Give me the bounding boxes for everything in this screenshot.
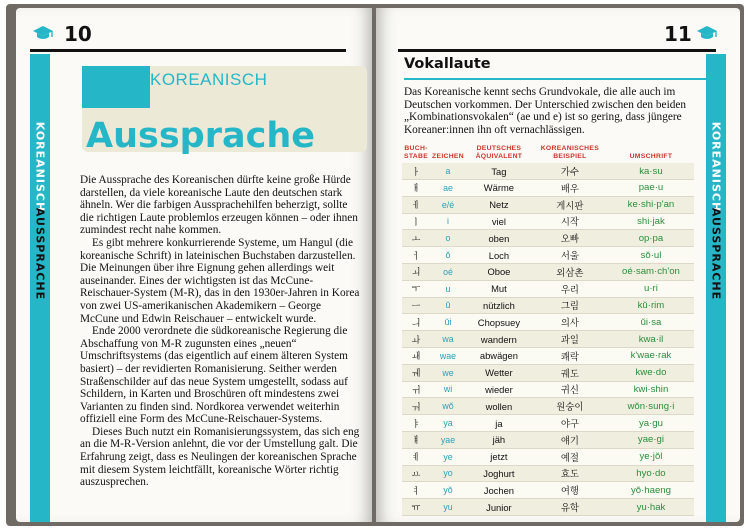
cell-german: viel bbox=[466, 213, 532, 230]
cell-romanization: kŭ·rim bbox=[608, 297, 694, 314]
cell-example: 과일 bbox=[532, 331, 608, 348]
cell-sign: wŏ bbox=[430, 398, 466, 415]
table-row bbox=[402, 465, 694, 482]
cell-german: Mut bbox=[466, 280, 532, 297]
sidebar-label-primary: KOREANISCH bbox=[709, 121, 723, 213]
header-rule bbox=[398, 49, 716, 52]
column-header-sign: ZEICHEN bbox=[432, 152, 464, 160]
cell-sign: i bbox=[430, 213, 466, 230]
cell-romanization: op·pa bbox=[608, 230, 694, 247]
right-page bbox=[376, 8, 740, 522]
column-header-letter: BUCH- STABE bbox=[404, 145, 429, 160]
cell-romanization: wŏn·sung·i bbox=[608, 398, 694, 415]
cell-example: 효도 bbox=[532, 465, 608, 482]
cell-letter: ㅙ bbox=[402, 347, 430, 364]
cell-romanization: ye·jŏl bbox=[608, 448, 694, 465]
cell-romanization: ke·shi·p'an bbox=[608, 196, 694, 213]
page-number: 11 bbox=[664, 22, 692, 46]
cell-german: jäh bbox=[466, 431, 532, 448]
column-header-romanization: UMSCHRIFT bbox=[629, 152, 673, 160]
header-rule bbox=[30, 49, 346, 52]
table-row bbox=[402, 263, 694, 280]
cell-example: 시작 bbox=[532, 213, 608, 230]
table-row bbox=[402, 448, 694, 465]
table-row bbox=[402, 431, 694, 448]
cell-sign: we bbox=[430, 364, 466, 381]
cell-letter: ㅣ bbox=[402, 213, 430, 230]
table-row bbox=[402, 280, 694, 297]
cell-letter: ㅛ bbox=[402, 465, 430, 482]
section-title: Vokallaute bbox=[404, 56, 491, 72]
cell-romanization: ya·gu bbox=[608, 415, 694, 432]
paragraph: Es gibt mehrere konkurrierende Systeme, um Hangul (die koreanische Schrift) in lateinischen Buchstaben darzustellen. Die Meinungen über ihre Eignung gehen allerdings weit auseinander. Eines der wichtigsten ist das McCune-Reischauer-System (M-R), das in den 1930er-Jahren in Korea von zwei US-amerikanischen Akademikern – George McCune und Edwin Reischauer – entwickelt wurde. bbox=[80, 236, 360, 325]
cell-romanization: yŏ·haeng bbox=[608, 482, 694, 499]
cell-example: 야구 bbox=[532, 415, 608, 432]
cell-sign: ya bbox=[430, 415, 466, 432]
column-header-example: KOREANISCHES BEISPIEL bbox=[540, 145, 600, 160]
cell-letter: ㅓ bbox=[402, 247, 430, 264]
table-row bbox=[402, 482, 694, 499]
cell-sign: wi bbox=[430, 381, 466, 398]
cell-example: 예절 bbox=[532, 448, 608, 465]
cell-example: 우리 bbox=[532, 280, 608, 297]
cell-letter: ㅑ bbox=[402, 415, 430, 432]
table-row bbox=[402, 230, 694, 247]
table-header-row bbox=[402, 145, 694, 163]
table-row bbox=[402, 499, 694, 516]
cell-romanization: kwi·shin bbox=[608, 381, 694, 398]
cell-sign: ae bbox=[430, 179, 466, 196]
cell-sign: yu bbox=[430, 499, 466, 516]
column-header-german: DEUTSCHES ÄQUIVALENT bbox=[475, 145, 523, 160]
cell-letter: ㅚ bbox=[402, 263, 430, 280]
cell-romanization: sŏ·ul bbox=[608, 247, 694, 264]
cell-romanization: pae·u bbox=[608, 179, 694, 196]
table-row bbox=[402, 364, 694, 381]
cell-letter: ㅟ bbox=[402, 381, 430, 398]
cell-example: 여행 bbox=[532, 482, 608, 499]
cell-romanization: oé·sam·ch'on bbox=[608, 263, 694, 280]
cell-example: 외삼촌 bbox=[532, 263, 608, 280]
cell-sign: wae bbox=[430, 347, 466, 364]
cell-letter: ㅐ bbox=[402, 179, 430, 196]
cell-example: 오빠 bbox=[532, 230, 608, 247]
cell-sign: ye bbox=[430, 448, 466, 465]
table-row bbox=[402, 179, 694, 196]
table-row bbox=[402, 415, 694, 432]
title-box-accent bbox=[82, 66, 150, 108]
section-rule bbox=[404, 78, 710, 80]
paragraph: Die Aussprache des Koreanischen dürfte keine große Hürde darstellen, da viele koreanische Laute den deutschen stark ähneln. Wer die farbigen Aussprachehilfen beherzigt, sollte die richtigen Laute problemlos erzeugen können – oder ihnen zumindest recht nahe kommen. bbox=[80, 174, 358, 237]
cell-german: nützlich bbox=[466, 297, 532, 314]
cell-sign: u bbox=[430, 280, 466, 297]
graduation-cap-icon bbox=[32, 25, 54, 41]
cell-example: 배우 bbox=[532, 179, 608, 196]
cell-letter: ㅝ bbox=[402, 398, 430, 415]
cell-german: Junior bbox=[466, 499, 532, 516]
cell-example: 그림 bbox=[532, 297, 608, 314]
cell-german: Wärme bbox=[466, 179, 532, 196]
cell-romanization: hyo·do bbox=[608, 465, 694, 482]
table-row bbox=[402, 347, 694, 364]
cell-letter: ㅡ bbox=[402, 297, 430, 314]
cell-letter: ㅗ bbox=[402, 230, 430, 247]
cell-romanization: k'wae·rak bbox=[608, 347, 694, 364]
cell-example: 쾌락 bbox=[532, 347, 608, 364]
cell-letter: ㅖ bbox=[402, 448, 430, 465]
cell-letter: ㅞ bbox=[402, 364, 430, 381]
table-row bbox=[402, 331, 694, 348]
cell-letter: ㅕ bbox=[402, 482, 430, 499]
cell-german: jetzt bbox=[466, 448, 532, 465]
cell-german: Netz bbox=[466, 196, 532, 213]
cell-german: wandern bbox=[466, 331, 532, 348]
cell-example: 궤도 bbox=[532, 364, 608, 381]
cell-german: Joghurt bbox=[466, 465, 532, 482]
cell-sign: o bbox=[430, 230, 466, 247]
cell-romanization: yae·gi bbox=[608, 431, 694, 448]
cell-sign: yo bbox=[430, 465, 466, 482]
table-row bbox=[402, 163, 694, 179]
cell-german: Oboe bbox=[466, 263, 532, 280]
table-row bbox=[402, 196, 694, 213]
table-row bbox=[402, 213, 694, 230]
cell-romanization: u·ri bbox=[608, 280, 694, 297]
paragraph: Ende 2000 verordnete die südkoreanische Regierung die Abschaffung von M-R zugunsten eines „neuen“ Umschriftsystems (das eigentlich auf einem älteren System basiert) – der revidierten Romanisierung. Seither werden Straßenschilder auf das neue System umgestellt, sodass auf Schildern, in Karten und Broschüren oft mindestens zwei Varianten zu finden sind. Nordkorea verwendet weiterhin offiziell eine Form des McCune-Reischauer-Systems. bbox=[80, 325, 348, 426]
cell-example: 원숭이 bbox=[532, 398, 608, 415]
page-number: 10 bbox=[64, 22, 92, 46]
cell-german: Tag bbox=[466, 163, 532, 179]
cell-sign: a bbox=[430, 163, 466, 179]
cell-german: wollen bbox=[466, 398, 532, 415]
cell-romanization: ka·su bbox=[608, 163, 694, 179]
cell-example: 게시판 bbox=[532, 196, 608, 213]
paragraph: Dieses Buch nutzt ein Romanisierungssystem, das sich eng an die M-R-Version anlehnt, die vor der Umstellung galt. Die Erfahrung zeigt, dass es Neulingen der koreanischen Sprache mit diesem System leichtfällt, koreanische Wörter richtig auszusprechen. bbox=[80, 425, 360, 489]
table-row bbox=[402, 247, 694, 264]
cell-german: oben bbox=[466, 230, 532, 247]
sidebar-label-secondary: AUSSPRACHE bbox=[33, 207, 47, 301]
sidebar-label-secondary: AUSSPRACHE bbox=[709, 207, 723, 301]
table-row bbox=[402, 381, 694, 398]
cell-sign: oé bbox=[430, 263, 466, 280]
cell-german: abwägen bbox=[466, 347, 532, 364]
cell-example: 귀신 bbox=[532, 381, 608, 398]
table-row bbox=[402, 314, 694, 331]
cell-german: Chopsuey bbox=[466, 314, 532, 331]
cell-sign: ŭi bbox=[430, 314, 466, 331]
cell-example: 서울 bbox=[532, 247, 608, 264]
cell-german: Loch bbox=[466, 247, 532, 264]
cell-example: 가수 bbox=[532, 163, 608, 179]
cell-german: ja bbox=[466, 415, 532, 432]
page-title: Aussprache bbox=[86, 116, 316, 156]
graduation-cap-icon bbox=[696, 25, 718, 41]
left-page bbox=[16, 8, 372, 522]
cell-sign: ŭ bbox=[430, 297, 466, 314]
vowel-table bbox=[402, 145, 694, 516]
cell-letter: ㅢ bbox=[402, 314, 430, 331]
cell-letter: ㅏ bbox=[402, 163, 430, 179]
cell-romanization: kwa·il bbox=[608, 331, 694, 348]
table-row bbox=[402, 297, 694, 314]
body-text bbox=[80, 174, 360, 489]
cell-sign: yae bbox=[430, 431, 466, 448]
cell-letter: ㅔ bbox=[402, 196, 430, 213]
cell-sign: yŏ bbox=[430, 482, 466, 499]
cell-letter: ㅒ bbox=[402, 431, 430, 448]
cell-example: 유학 bbox=[532, 499, 608, 516]
cell-romanization: shi·jak bbox=[608, 213, 694, 230]
cell-romanization: yu·hak bbox=[608, 499, 694, 516]
sidebar-label-primary: KOREANISCH bbox=[33, 121, 47, 213]
table-row bbox=[402, 398, 694, 415]
cell-german: Wetter bbox=[466, 364, 532, 381]
cell-romanization: ŭi·sa bbox=[608, 314, 694, 331]
book-spread bbox=[6, 4, 744, 526]
cell-sign: e/é bbox=[430, 196, 466, 213]
cell-sign: ŏ bbox=[430, 247, 466, 264]
cell-romanization: kwe·do bbox=[608, 364, 694, 381]
category-label: KOREANISCH bbox=[150, 70, 268, 89]
cell-example: 의사 bbox=[532, 314, 608, 331]
cell-german: Jochen bbox=[466, 482, 532, 499]
cell-example: 얘기 bbox=[532, 431, 608, 448]
cell-letter: ㅘ bbox=[402, 331, 430, 348]
intro-text: Das Koreanische kennt sechs Grundvokale, die alle auch im Deutschen vorkommen. Der Unterschied zwischen den beiden „Kombinationsvokalen“ (ae und e) ist so gering, dass jüngere Koreaner:innen ihn oft vernachlässigen. bbox=[404, 86, 687, 136]
cell-german: wieder bbox=[466, 381, 532, 398]
cell-sign: wa bbox=[430, 331, 466, 348]
cell-letter: ㅜ bbox=[402, 280, 430, 297]
cell-letter: ㅠ bbox=[402, 499, 430, 516]
